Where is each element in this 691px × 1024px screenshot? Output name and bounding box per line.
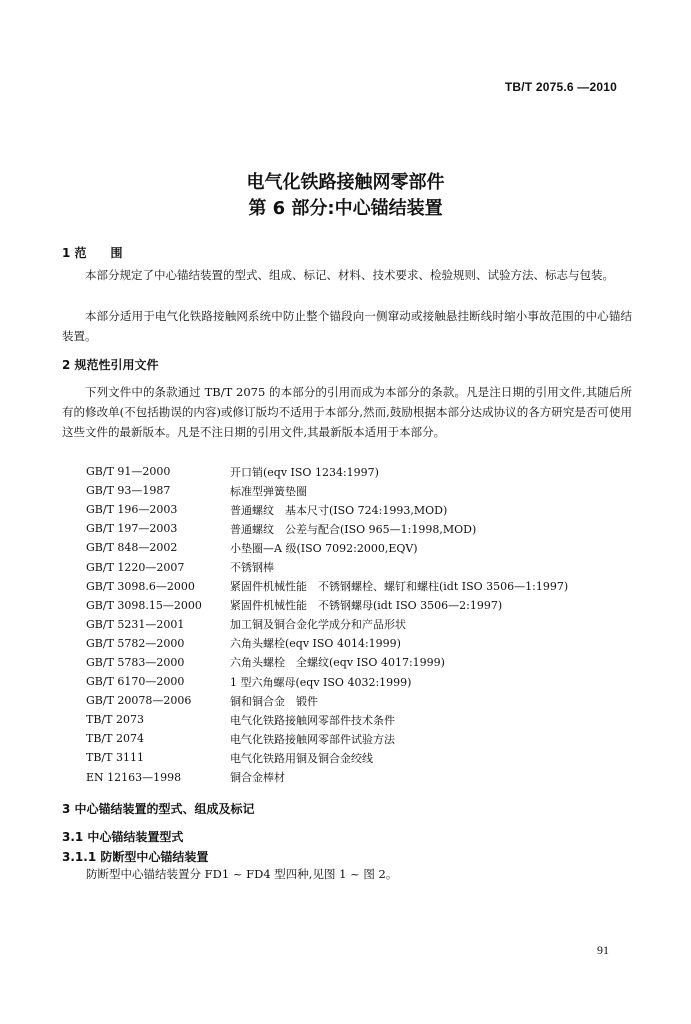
reference-title: 1 型六角螺母(eqv ISO 4032:1999) <box>230 675 412 689</box>
reference-code: GB/T 3098.15—2000 <box>86 598 202 612</box>
reference-title: 六角头螺栓(eqv ISO 4014:1999) <box>230 637 401 651</box>
reference-title: 加工铜及铜合金化学成分和产品形状 <box>230 618 406 632</box>
standard-number: TB/T 2075.6 —2010 <box>504 80 617 94</box>
reference-code: GB/T 93—1987 <box>86 484 171 498</box>
reference-item <box>86 748 646 767</box>
reference-code: GB/T 6170—2000 <box>86 675 185 689</box>
page-number: 91 <box>597 943 609 957</box>
reference-code: GB/T 196—2003 <box>86 503 178 517</box>
reference-code: GB/T 91—2000 <box>86 465 171 479</box>
reference-code: EN 12163—1998 <box>86 770 182 784</box>
reference-item <box>86 577 646 596</box>
section-3-1-1-paragraph: 防断型中心锚结装置分 FD1 ~ FD4 型四种,见图 1 ~ 图 2。 <box>86 867 398 881</box>
reference-title: 紧固件机械性能 不锈钢螺栓、螺钉和螺柱(idt ISO 3506—1:1997) <box>230 580 569 594</box>
reference-item <box>86 634 646 653</box>
reference-code: TB/T 2073 <box>86 713 144 727</box>
section-2-paragraph-1: 下列文件中的条款通过 TB/T 2075 的本部分的引用而成为本部分的条款。凡是注日期的引用文件,其随后所有的修改单(不包括勘误的内容)或修订版均不适用于本部分,然而,鼓励根据本部分达成协议的各方研究是否可使用这些文件的最新版本。凡是不注日期的引用文件,其最新版本适用于本部分。 <box>62 385 632 439</box>
reference-item <box>86 519 646 538</box>
reference-title: 电气化铁路接触网零部件技术条件 <box>230 713 395 727</box>
reference-code: GB/T 3098.6—2000 <box>86 579 195 593</box>
reference-item <box>86 538 646 557</box>
reference-code: GB/T 848—2002 <box>86 541 178 555</box>
reference-code: TB/T 3111 <box>86 751 144 765</box>
section-3-1-heading: 3.1 中心锚结装置型式 <box>62 830 184 844</box>
reference-item <box>86 729 646 748</box>
reference-title: 普通螺纹 基本尺寸(ISO 724:1993,MOD) <box>230 503 448 517</box>
reference-item <box>86 615 646 634</box>
reference-title: 标准型弹簧垫圈 <box>230 484 307 498</box>
section-1-paragraph-1: 本部分规定了中心锚结装置的型式、组成、标记、材料、技术要求、检验规则、试验方法、标志与包装。 <box>85 268 614 282</box>
reference-code: GB/T 197—2003 <box>86 522 178 536</box>
document-title-line1: 电气化铁路接触网零部件 <box>246 172 445 193</box>
reference-code: GB/T 20078—2006 <box>86 694 192 708</box>
reference-item <box>86 672 646 691</box>
document-title-line2: 第 6 部分:中心锚结装置 <box>248 198 443 219</box>
reference-item <box>86 653 646 672</box>
reference-item <box>86 596 646 615</box>
reference-item <box>86 500 646 519</box>
section-3-heading: 3 中心锚结装置的型式、组成及标记 <box>62 802 255 816</box>
reference-item <box>86 462 646 481</box>
reference-title: 六角头螺栓 全螺纹(eqv ISO 4017:1999) <box>230 656 445 670</box>
normative-references-list <box>86 462 646 787</box>
section-1-paragraph-2: 本部分适用于电气化铁路接触网系统中防止整个锚段向一侧窜动或接触悬挂断线时缩小事故范围的中心锚结装置。 <box>62 309 632 343</box>
reference-item <box>86 710 646 729</box>
reference-title: 铜合金棒材 <box>230 771 285 785</box>
reference-code: GB/T 1220—2007 <box>86 560 185 574</box>
reference-title: 开口销(eqv ISO 1234:1997) <box>230 465 379 479</box>
section-2-heading: 2 规范性引用文件 <box>62 358 159 372</box>
reference-title: 普通螺纹 公差与配合(ISO 965—1:1998,MOD) <box>230 522 477 536</box>
reference-title: 小垫圈—A 级(ISO 7092:2000,EQV) <box>230 541 418 555</box>
reference-item <box>86 691 646 710</box>
reference-item <box>86 557 646 576</box>
reference-item <box>86 481 646 500</box>
reference-title: 紧固件机械性能 不锈钢螺母(idt ISO 3506—2:1997) <box>230 599 503 613</box>
reference-code: GB/T 5231—2001 <box>86 617 185 631</box>
reference-item <box>86 768 646 787</box>
reference-title: 铜和铜合金 锻件 <box>230 694 318 708</box>
reference-title: 不锈钢棒 <box>230 561 274 575</box>
reference-code: GB/T 5783—2000 <box>86 655 185 669</box>
section-3-1-1-heading: 3.1.1 防断型中心锚结装置 <box>62 850 209 864</box>
reference-code: GB/T 5782—2000 <box>86 636 185 650</box>
reference-code: TB/T 2074 <box>86 732 144 746</box>
reference-title: 电气化铁路接触网零部件试验方法 <box>230 732 395 746</box>
reference-title: 电气化铁路用铜及铜合金绞线 <box>230 751 373 765</box>
section-1-heading: 1 范 围 <box>62 246 123 260</box>
